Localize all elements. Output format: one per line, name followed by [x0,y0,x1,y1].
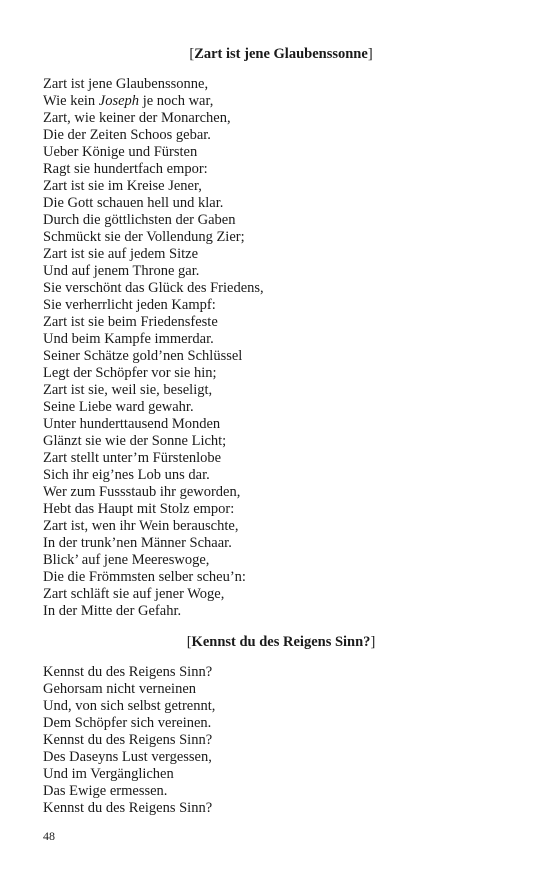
poem-line: Zart stellt unter’m Fürstenlobe [43,450,222,466]
poem-title-1-text: Zart ist jene Glaubenssonne [194,46,368,62]
poem-line: Zart ist, wen ihr Wein berauschte, [43,518,239,534]
poem-line: Zart ist sie beim Friedensfeste [43,314,218,330]
poem-line: Das Ewige ermessen. [43,783,168,799]
poem-line: Unter hunderttausend Monden [43,416,221,432]
poem-line-emphasis: Joseph [98,93,140,109]
poem-line: Gehorsam nicht verneinen [43,681,197,697]
poem-line: Legt der Schöpfer vor sie hin; [43,365,217,381]
poem-line: Kennst du des Reigens Sinn? [43,664,213,680]
poem-line: Blick’ auf jene Meereswoge, [43,552,210,568]
poem-line: Die die Frömmsten selber scheu’n: [43,569,246,585]
poem-line: Kennst du des Reigens Sinn? [43,732,213,748]
poem-line: Die der Zeiten Schoos gebar. [43,127,211,143]
poem-line: Des Daseyns Lust vergessen, [43,749,212,765]
poem-line: Zart ist sie, weil sie, beseligt, [43,382,213,398]
poem-line: Zart ist jene Glaubenssonne, [43,76,209,92]
poem-line: Und im Vergänglichen [43,766,174,782]
poem-line: Zart, wie keiner der Monarchen, [43,110,231,126]
poem-line: In der Mitte der Gefahr. [43,603,182,619]
poem-line: Die Gott schauen hell und klar. [43,195,224,211]
poem-line: Zart schläft sie auf jener Woge, [43,586,225,602]
poem-1-body [43,76,264,620]
poem-line: Glänzt sie wie der Sonne Licht; [43,433,227,449]
poem-title-1 [6,45,550,63]
poem-line-text: je noch war, [139,93,214,109]
poem-line: Zart ist sie auf jedem Sitze [43,246,199,262]
poem-line: In der trunk’nen Männer Schaar. [43,535,232,551]
poem-line-text: Wie kein [43,93,99,109]
poem-line: Ueber Könige und Fürsten [43,144,198,160]
poem-2-body [43,664,215,817]
poem-line [43,93,264,110]
poem-line: Sich ihr eig’nes Lob uns dar. [43,467,210,483]
poem-line: Und, von sich selbst getrennt, [43,698,216,714]
poem-line: Schmückt sie der Vollendung Zier; [43,229,245,245]
page-number: 48 [43,829,55,843]
poem-line: Und beim Kampfe immerdar. [43,331,214,347]
poem-line: Sie verherrlicht jeden Kampf: [43,297,216,313]
poem-line: Wer zum Fussstaub ihr geworden, [43,484,241,500]
title-bracket-open: [ [189,46,195,62]
poem-line: Seiner Schätze gold’nen Schlüssel [43,348,243,364]
poem-title-2-text: Kennst du des Reigens Sinn? [191,634,371,650]
poem-line: Ragt sie hundertfach empor: [43,161,208,177]
title-bracket-close: ] [367,46,373,62]
poem-line: Kennst du des Reigens Sinn? [43,800,213,816]
poem-line: Sie verschönt das Glück des Friedens, [43,280,264,296]
title-bracket-open: [ [186,634,192,650]
poem-line: Zart ist sie im Kreise Jener, [43,178,202,194]
poem-title-2 [6,633,550,651]
poem-line: Und auf jenem Throne gar. [43,263,200,279]
poem-line: Seine Liebe ward gewahr. [43,399,194,415]
poem-line: Durch die göttlichsten der Gaben [43,212,236,228]
title-bracket-close: ] [370,634,376,650]
poem-line: Dem Schöpfer sich vereinen. [43,715,212,731]
poem-line: Hebt das Haupt mit Stolz empor: [43,501,235,517]
